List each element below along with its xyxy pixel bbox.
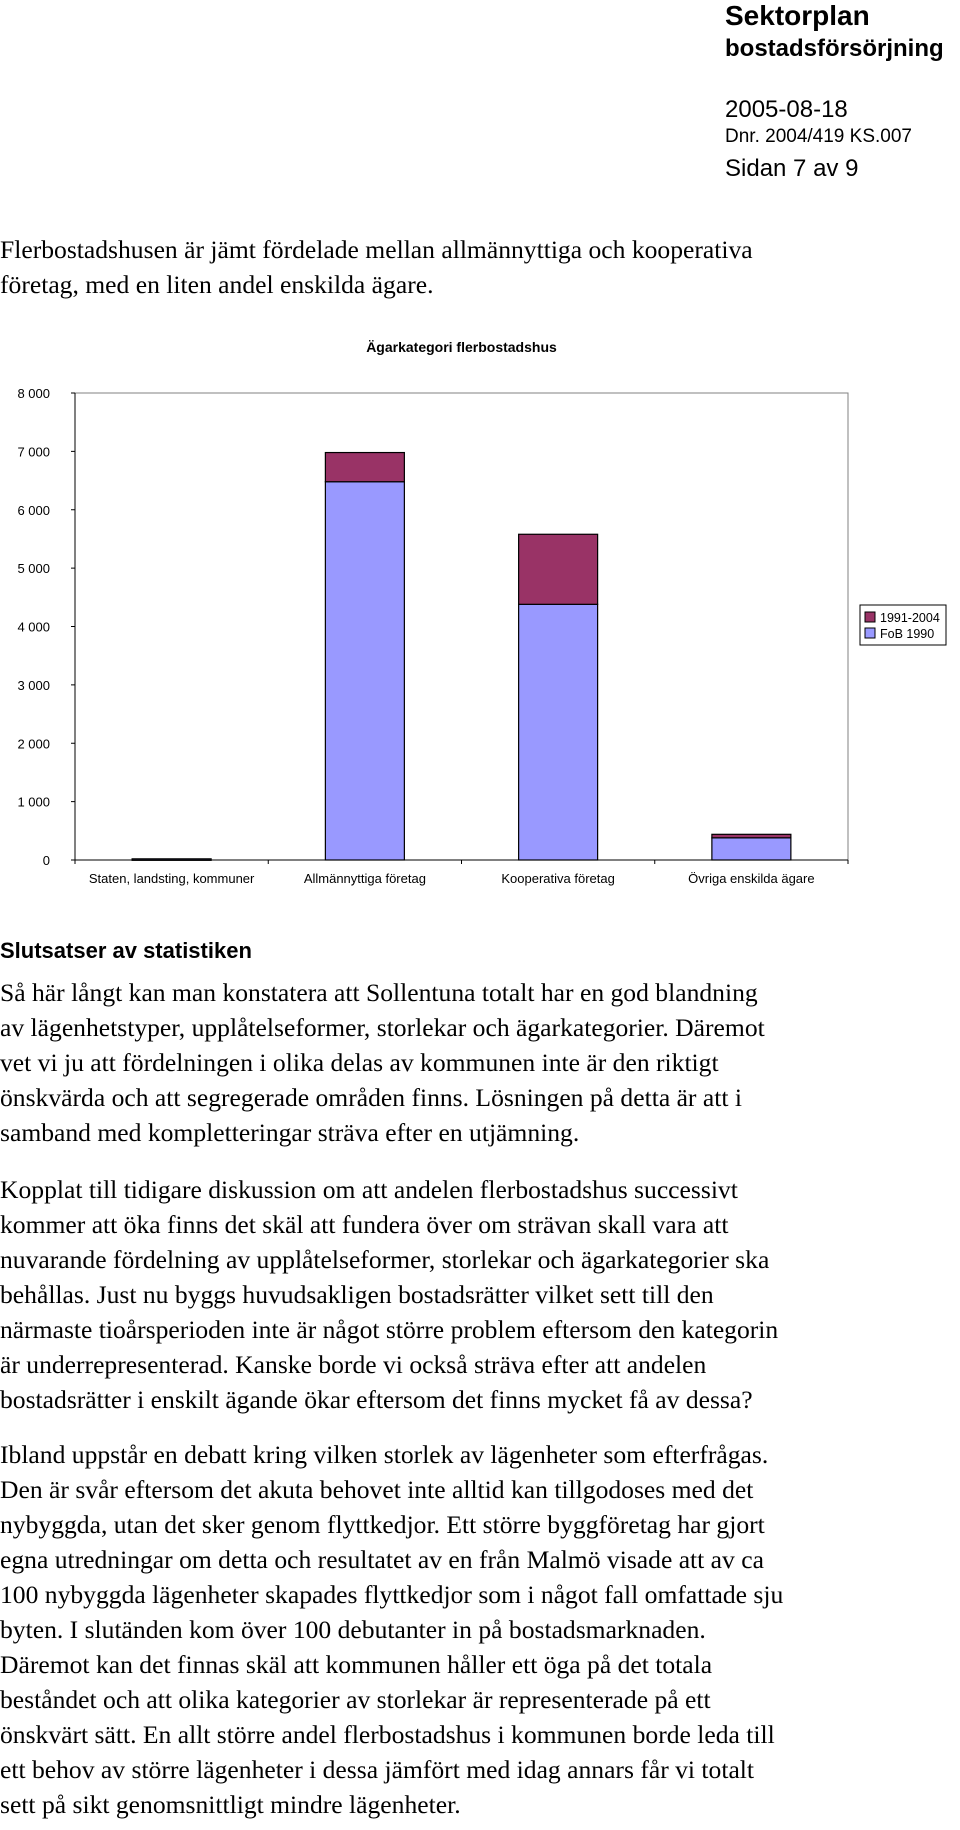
paragraph-line: önskvärda och att segregerade områden finns. Lösningen på detta är att i — [0, 1083, 742, 1112]
paragraph-apartment-buildings — [0, 1172, 960, 1417]
bar-segment — [325, 453, 404, 482]
paragraph-line: byten. I slutänden kom över 100 debutanter in på bostadsmarknaden. — [0, 1615, 706, 1644]
y-tick-label: 3 000 — [17, 677, 50, 693]
bar-segment — [325, 482, 404, 860]
paragraph-line: bostadsrätter i enskilt ägande ökar eftersom det finns mycket få av dessa? — [0, 1385, 753, 1414]
bar-segment — [519, 534, 598, 604]
intro-paragraph — [0, 232, 960, 302]
bar-segment — [712, 834, 791, 838]
legend-swatch — [865, 628, 875, 638]
paragraph-line: sett på sikt genomsnittligt mindre lägenheter. — [0, 1790, 461, 1819]
legend-swatch — [865, 612, 875, 622]
bar-segment — [519, 604, 598, 860]
y-tick-label: 0 — [42, 853, 50, 868]
paragraph-line: är underrepresenterad. Kanske borde vi också sträva efter att andelen — [0, 1350, 707, 1379]
paragraph-line: Ibland uppstår en debatt kring vilken storlek av lägenheter som efterfrågas. — [0, 1440, 769, 1469]
y-tick-label: 7 000 — [17, 444, 50, 460]
paragraph-line: Kopplat till tidigare diskussion om att andelen flerbostadshus successivt — [0, 1175, 738, 1204]
x-tick-label: Övriga enskilda ägare — [688, 871, 815, 886]
y-tick-label: 2 000 — [17, 736, 50, 752]
legend-label: FoB 1990 — [880, 627, 935, 641]
paragraph-line: 100 nybyggda lägenheter skapades flyttkedjor som i något fall omfattade sju — [0, 1580, 784, 1609]
paragraph-line: Den är svår eftersom det akuta behovet inte alltid kan tillgodoses med det — [0, 1475, 754, 1504]
paragraph-line: samband med kompletteringar sträva efter en utjämning. — [0, 1118, 580, 1147]
y-tick-label: 1 000 — [17, 794, 50, 810]
y-tick-label: 4 000 — [17, 619, 50, 635]
paragraph-line: beståndet och att olika kategorier av storlekar är representerade på ett — [0, 1685, 711, 1714]
y-tick-label: 6 000 — [17, 502, 50, 518]
x-tick-label: Kooperativa företag — [501, 871, 615, 886]
paragraph-line: egna utredningar om detta och resultatet av en från Malmö visade att av ca — [0, 1545, 764, 1574]
paragraph-apartment-sizes — [0, 1437, 960, 1822]
header-title: Sektorplan — [725, 0, 870, 31]
chart-title: Ägarkategori flerbostadshus — [366, 339, 557, 355]
paragraph-line: nuvarande fördelning av upplåtelseformer, storlekar och ägarkategorier ska — [0, 1245, 770, 1274]
header-page-number: Sidan 7 av 9 — [725, 155, 859, 182]
paragraph-line: Däremot kan det finnas skäl att kommunen håller ett öga på det totala — [0, 1650, 713, 1679]
paragraph-line: Så här långt kan man konstatera att Sollentuna totalt har en god blandning — [0, 978, 758, 1007]
ownership-chart — [0, 330, 960, 890]
plot-area — [75, 393, 848, 860]
paragraph-line: av lägenhetstyper, upplåtelseformer, storlekar och ägarkategorier. Däremot — [0, 1013, 765, 1042]
header-date: 2005-08-18 — [725, 96, 848, 123]
paragraph-conclusions — [0, 975, 960, 1150]
paragraph-line: behållas. Just nu byggs huvudsakligen bostadsrätter vilket sett till den — [0, 1280, 714, 1309]
x-tick-label: Allmännyttiga företag — [303, 871, 426, 886]
bar-segment — [712, 838, 791, 860]
intro-line: företag, med en liten andel enskilda ägare. — [0, 270, 434, 299]
y-tick-label: 8 000 — [17, 386, 50, 401]
paragraph-line: nybyggda, utan det sker genom flyttkedjor. Ett större byggföretag har gjort — [0, 1510, 765, 1539]
paragraph-line: kommer att öka finns det skäl att fundera över om strävan skall vara att — [0, 1210, 729, 1239]
paragraph-line: önskvärt sätt. En allt större andel flerbostadshus i kommunen borde leda till — [0, 1720, 775, 1749]
paragraph-line: närmaste tioårsperioden inte är något större problem eftersom den kategorin — [0, 1315, 779, 1344]
paragraph-line: vet vi ju att fördelningen i olika delas av kommunen inte är den riktigt — [0, 1048, 719, 1077]
y-tick-label: 5 000 — [17, 561, 50, 577]
x-tick-label: Staten, landsting, kommuner — [88, 871, 255, 886]
section-heading: Slutsatser av statistiken — [0, 938, 252, 963]
legend-label: 1991-2004 — [880, 611, 940, 625]
header-subtitle: bostadsförsörjning — [725, 35, 944, 62]
intro-line: Flerbostadshusen är jämt fördelade mellan allmännyttiga och kooperativa — [0, 235, 753, 264]
paragraph-line: ett behov av större lägenheter i dessa jämfört med idag annars får vi totalt — [0, 1755, 755, 1784]
header-dnr: Dnr. 2004/419 KS.007 — [725, 126, 912, 147]
